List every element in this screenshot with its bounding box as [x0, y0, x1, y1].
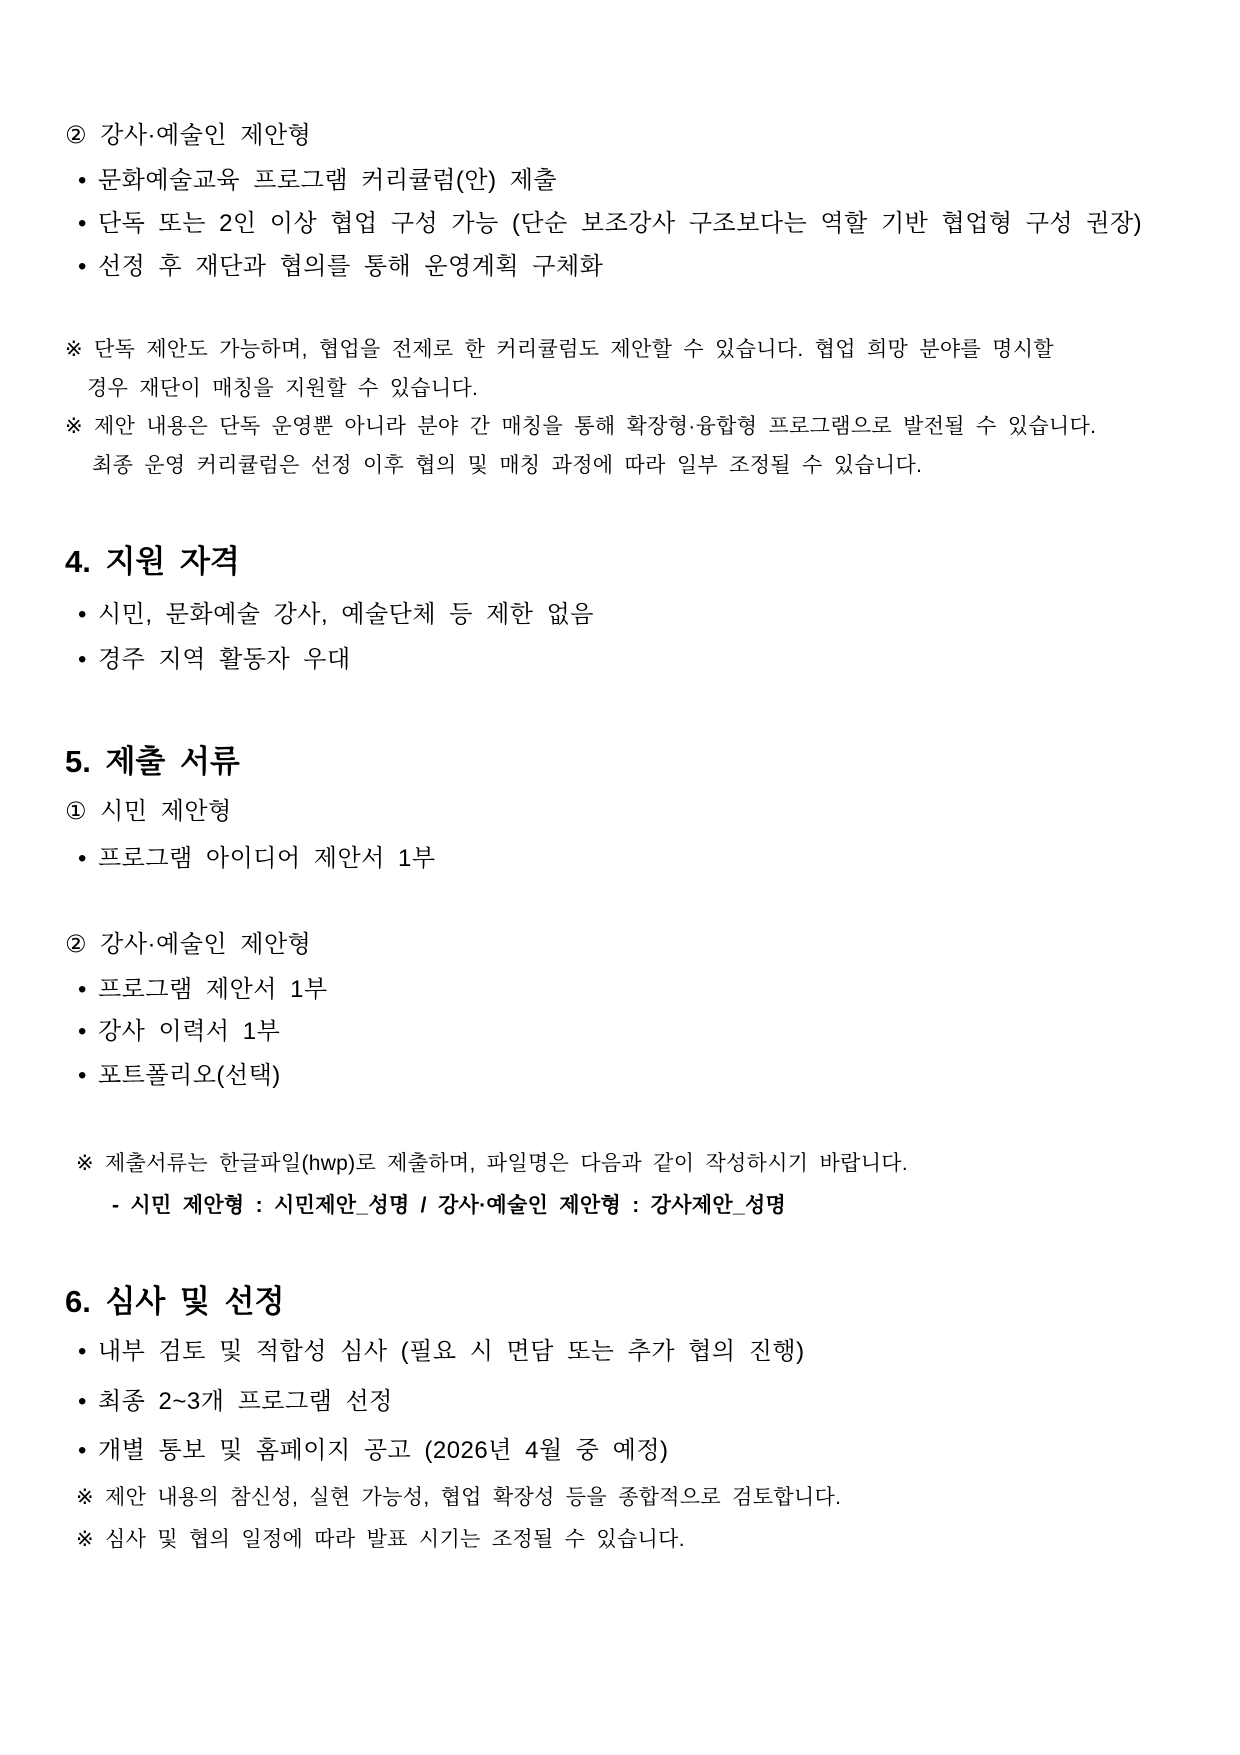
- note: ※ 제출서류는 한글파일(hwp)로 제출하며, 파일명은 다음과 같이 작성하시기 바랍니다.: [76, 1152, 908, 1175]
- list-item: [78, 1020, 280, 1044]
- list-item-text: 최종 2~3개 프로그램 선정: [98, 1388, 393, 1415]
- list-item-text: 내부 검토 및 적합성 심사 (필요 시 면담 또는 추가 협의 진행): [98, 1338, 805, 1365]
- list-item: [78, 978, 328, 1002]
- list-item: [78, 212, 1142, 236]
- bullet-icon: •: [78, 1062, 87, 1089]
- list-item: [78, 603, 594, 627]
- list-item: [78, 1439, 669, 1463]
- list-item-text: 프로그램 제안서 1부: [98, 976, 328, 1003]
- bullet-icon: •: [78, 1018, 87, 1045]
- filename-rule: - 시민 제안형 : 시민제안_성명 / 강사·예술인 제안형 : 강사제안_성명: [112, 1194, 787, 1217]
- bullet-icon: •: [78, 845, 87, 872]
- note: ※ 심사 및 협의 일정에 따라 발표 시기는 조정될 수 있습니다.: [76, 1528, 685, 1551]
- list-item-text: 포트폴리오(선택): [98, 1062, 281, 1089]
- bullet-icon: •: [78, 646, 87, 673]
- list-item-text: 경주 지역 활동자 우대: [98, 646, 351, 673]
- bullet-icon: •: [78, 1388, 87, 1415]
- subsection-title: ② 강사·예술인 제안형: [65, 122, 312, 149]
- list-item-text: 개별 통보 및 홈페이지 공고 (2026년 4월 중 예정): [98, 1437, 669, 1464]
- list-item: [78, 255, 603, 279]
- list-item: [78, 169, 557, 193]
- list-item-text: 프로그램 아이디어 제안서 1부: [98, 845, 436, 872]
- bullet-icon: •: [78, 601, 87, 628]
- list-item: [78, 847, 436, 871]
- list-item-text: 문화예술교육 프로그램 커리큘럼(안) 제출: [98, 167, 558, 194]
- bullet-icon: •: [78, 1437, 87, 1464]
- note: 경우 재단이 매칭을 지원할 수 있습니다.: [87, 377, 479, 400]
- section-heading: 6. 심사 및 선정: [65, 1284, 285, 1319]
- bullet-icon: •: [78, 976, 87, 1003]
- note: ※ 단독 제안도 가능하며, 협업을 전제로 한 커리큘럼도 제안할 수 있습니다. 협업 희망 분야를 명시할: [65, 338, 1054, 361]
- list-item-text: 단독 또는 2인 이상 협업 구성 가능 (단순 보조강사 구조보다는 역할 기반 협업형 구성 권장): [98, 210, 1143, 237]
- list-item: [78, 1064, 281, 1088]
- note: 최종 운영 커리큘럼은 선정 이후 협의 및 매칭 과정에 따라 일부 조정될 수 있습니다.: [92, 454, 923, 477]
- section-heading: 4. 지원 자격: [65, 544, 240, 579]
- subsection-title: ② 강사·예술인 제안형: [65, 931, 312, 958]
- bullet-icon: •: [78, 253, 87, 280]
- list-item: [78, 648, 351, 672]
- subsection-title: ① 시민 제안형: [65, 798, 232, 825]
- list-item: [78, 1340, 805, 1364]
- list-item-text: 강사 이력서 1부: [98, 1018, 281, 1045]
- section-heading: 5. 제출 서류: [65, 744, 240, 779]
- bullet-icon: •: [78, 167, 87, 194]
- bullet-icon: •: [78, 1338, 87, 1365]
- list-item: [78, 1390, 393, 1414]
- list-item-text: 선정 후 재단과 협의를 통해 운영계획 구체화: [98, 253, 604, 280]
- note: ※ 제안 내용의 참신성, 실현 가능성, 협업 확장성 등을 종합적으로 검토합니다.: [76, 1486, 842, 1509]
- bullet-icon: •: [78, 210, 87, 237]
- list-item-text: 시민, 문화예술 강사, 예술단체 등 제한 없음: [98, 601, 594, 628]
- note: ※ 제안 내용은 단독 운영뿐 아니라 분야 간 매칭을 통해 확장형·융합형 프로그램으로 발전될 수 있습니다.: [65, 415, 1097, 438]
